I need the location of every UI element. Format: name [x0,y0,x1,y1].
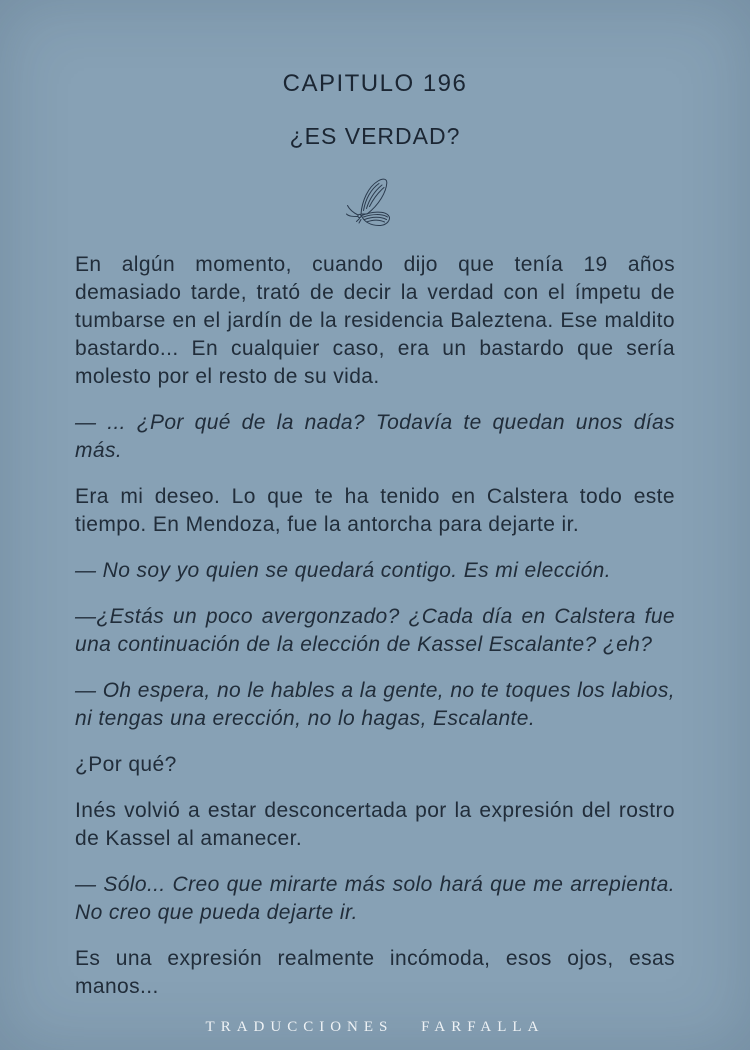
chapter-number: CAPITULO 196 [282,70,468,97]
paragraph: Era mi deseo. Lo que te ha tenido en Calstera todo este tiempo. En Mendoza, fue la antorcha para dejarte ir. [75,485,675,536]
paragraph-dialogue: —¿Estás un poco avergonzado? ¿Cada día en Calstera fue una continuación de la elección de Kassel Escalante? ¿eh? [75,605,675,656]
paragraph: En algún momento, cuando dijo que tenía 19 años demasiado tarde, trató de decir la verdad con el ímpetu de tumbarse en el jardín de la residencia Baleztena. Ese maldito bastardo... En cualquier caso, era un bastardo que sería molesto por el resto de su vida. [75,253,675,388]
chapter-body [75,251,675,1019]
butterfly-icon [345,175,405,231]
paragraph-dialogue: — ... ¿Por qué de la nada? Todavía te quedan unos días más. [75,411,675,462]
paragraph: Es una expresión realmente incómoda, esos ojos, esas manos... [75,947,675,998]
translator-credit: TRADUCCIONES FARFALLA [205,1019,545,1035]
paragraph-dialogue: — Oh espera, no le hables a la gente, no te toques los labios, ni tengas una erección, no lo hagas, Escalante. [75,679,675,730]
ornament-container [75,175,675,231]
paragraph: Inés volvió a estar desconcertada por la expresión del rostro de Kassel al amanecer. [75,799,675,850]
paragraph-dialogue: — No soy yo quien se quedará contigo. Es mi elección. [75,559,611,582]
paragraph-dialogue: — Sólo... Creo que mirarte más solo hará que me arrepienta. No creo que pueda dejarte ir. [75,873,675,924]
paragraph: ¿Por qué? [75,753,177,776]
chapter-title: ¿ES VERDAD? [289,123,461,149]
